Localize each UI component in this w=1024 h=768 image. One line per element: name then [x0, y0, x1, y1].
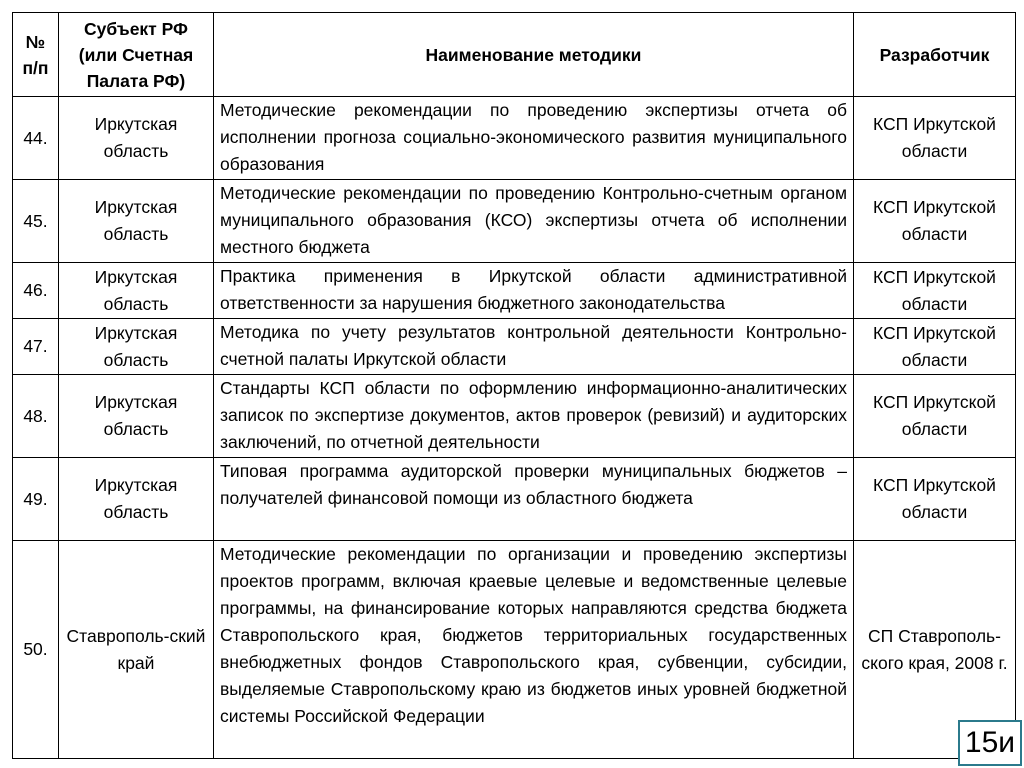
header-num: № п/п	[13, 13, 59, 97]
table-row	[13, 180, 1016, 263]
cell-method: Методика по учету результатов контрольной деятельности Контрольно-счетной палаты Иркутской области	[214, 319, 854, 375]
table-row	[13, 97, 1016, 180]
cell-subject: Иркутская область	[59, 263, 214, 319]
cell-subject: Иркутская область	[59, 458, 214, 541]
cell-developer: КСП Иркутской области	[854, 458, 1016, 541]
cell-num: 48.	[13, 375, 59, 458]
cell-num: 49.	[13, 458, 59, 541]
cell-num: 44.	[13, 97, 59, 180]
cell-num: 45.	[13, 180, 59, 263]
header-row	[13, 13, 1016, 97]
table-row	[13, 263, 1016, 319]
cell-num: 47.	[13, 319, 59, 375]
header-subject: Субъект РФ (или Счетная Палата РФ)	[59, 13, 214, 97]
table-row	[13, 458, 1016, 541]
cell-developer: СП Ставрополь-ского края, 2008 г.	[854, 541, 1016, 759]
header-method: Наименование методики	[214, 13, 854, 97]
cell-num: 50.	[13, 541, 59, 759]
table-row	[13, 375, 1016, 458]
cell-subject: Иркутская область	[59, 375, 214, 458]
cell-method: Методические рекомендации по организации и проведению экспертизы проектов программ, включая краевые целевые и ведомственные целевые программы, на финансирование которых направляются средства бюджета Ставропольского края, бюджетов территориальных государственных внебюджетных фондов Ставропольского края, субвенции, субсидии, выделяемые Ставропольскому краю из бюджетов иных уровней бюджетной системы Российской Федерации	[214, 541, 854, 759]
cell-developer: КСП Иркутской области	[854, 375, 1016, 458]
cell-developer: КСП Иркутской области	[854, 263, 1016, 319]
cell-subject: Ставрополь-ский край	[59, 541, 214, 759]
methods-table	[12, 12, 1016, 759]
table-row	[13, 319, 1016, 375]
page-number-badge: 15и	[958, 720, 1022, 766]
cell-method: Методические рекомендации по проведению экспертизы отчета об исполнении прогноза социально-экономического развития муниципального образования	[214, 97, 854, 180]
cell-subject: Иркутская область	[59, 97, 214, 180]
cell-method: Практика применения в Иркутской области административной ответственности за нарушения бюджетного законодательства	[214, 263, 854, 319]
cell-num: 46.	[13, 263, 59, 319]
cell-developer: КСП Иркутской области	[854, 319, 1016, 375]
cell-method: Методические рекомендации по проведению Контрольно-счетным органом муниципального образования (КСО) экспертизы отчета об исполнении местного бюджета	[214, 180, 854, 263]
cell-developer: КСП Иркутской области	[854, 97, 1016, 180]
cell-method: Стандарты КСП области по оформлению информационно-аналитических записок по экспертизе документов, актов проверок (ревизий) и аудиторских заключений, по отчетной деятельности	[214, 375, 854, 458]
cell-subject: Иркутская область	[59, 180, 214, 263]
cell-developer: КСП Иркутской области	[854, 180, 1016, 263]
table-row	[13, 541, 1016, 759]
cell-method: Типовая программа аудиторской проверки муниципальных бюджетов – получателей финансовой помощи из областного бюджета	[214, 458, 854, 541]
header-developer: Разработчик	[854, 13, 1016, 97]
cell-subject: Иркутская область	[59, 319, 214, 375]
